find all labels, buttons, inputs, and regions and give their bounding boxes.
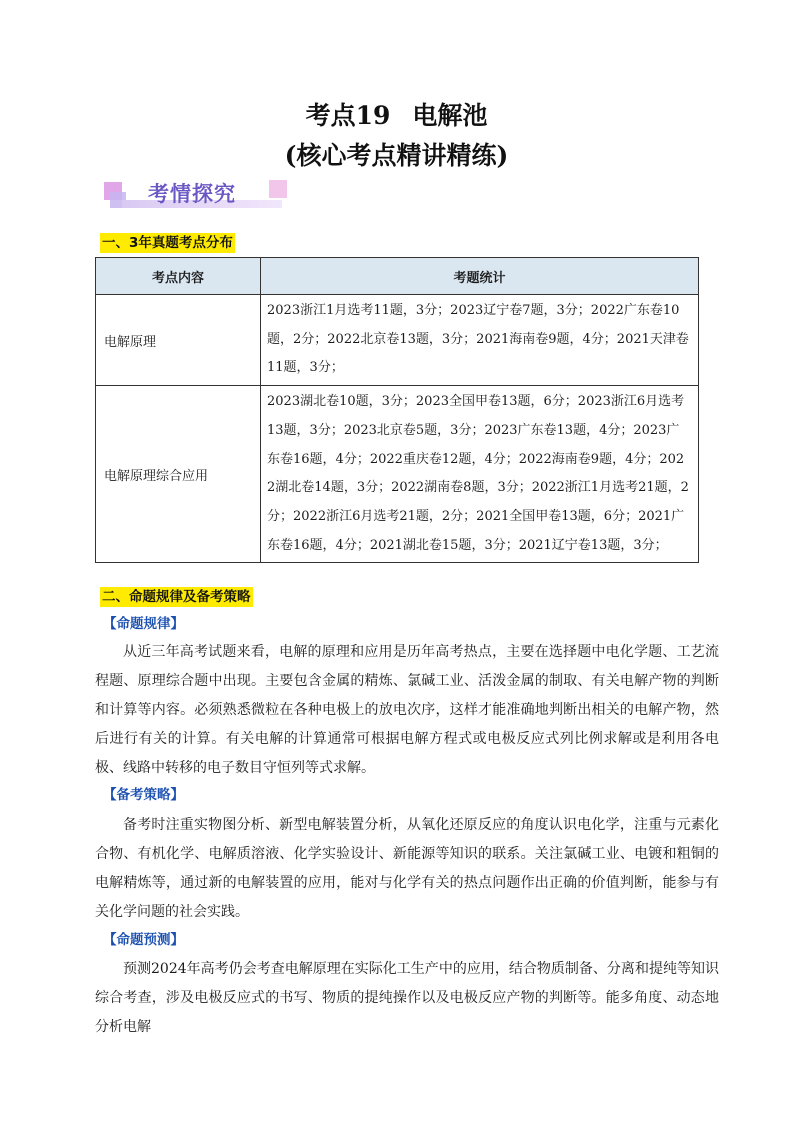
table-header-cell: 考点内容	[96, 258, 261, 295]
subheading-rules: 【命题规律】	[103, 616, 184, 632]
section1-heading: 一、3年真题考点分布	[102, 235, 233, 251]
stats-cell: 2023浙江1月选考11题，3分；2023辽宁卷7题，3分；2022广东卷10题，2分；2022北京卷13题，3分；2021海南卷9题，4分；2021天津卷11题，3分；	[261, 295, 699, 386]
page-title	[0, 96, 793, 132]
table-row	[96, 386, 699, 563]
title-topic-name: 电解池	[412, 101, 488, 130]
table-header-cell: 考题统计	[261, 258, 699, 295]
subheading-strategy: 【备考策略】	[103, 787, 184, 803]
banner-decoration	[269, 180, 287, 198]
topic-cell: 电解原理	[96, 295, 261, 386]
table-row	[96, 295, 699, 386]
paragraph-strategy: 备考时注重实物图分析、新型电解装置分析，从氧化还原反应的角度认识电化学，注重与元素化合物、有机化学、电解质溶液、化学实验设计、新能源等知识的联系。关注氯碱工业、电镀和粗铜的电解精炼等，通过新的电解装置的应用，能对与化学有关的热点问题作出正确的价值判断，能参与有关化学问题的社会实践。	[95, 817, 719, 920]
section2-heading: 二、命题规律及备考策略	[102, 589, 251, 605]
exam-stats-table	[95, 257, 699, 563]
banner-title: 考情探究	[148, 182, 236, 206]
stats-cell: 2023湖北卷10题，3分；2023全国甲卷13题，6分；2023浙江6月选考13题，3分；2023北京卷5题，3分；2023广东卷13题，4分；2023广东卷16题，4分；2022重庆卷12题，4分；2022海南卷9题，4分；2022湖北卷14题，3分；2022湖南卷8题，3分；2022浙江1月选考21题，2分；2022浙江6月选考21题，2分；2021全国甲卷13题，6分；2021广东卷16题，4分；2021湖北卷15题，3分；2021辽宁卷13题，3分；	[261, 386, 699, 563]
topic-cell: 电解原理综合应用	[96, 386, 261, 563]
section-banner	[104, 178, 286, 216]
paragraph-prediction: 预测2024年高考仍会考查电解原理在实际化工生产中的应用，结合物质制备、分离和提纯等知识综合考查，涉及电极反应式的书写、物质的提纯操作以及电极反应产物的判断等。能多角度、动态地分析电解	[95, 961, 719, 1035]
subheading-prediction: 【命题预测】	[103, 932, 184, 948]
title-topic-number: 考点19	[305, 101, 391, 130]
table-header-row	[96, 258, 699, 295]
paragraph-rules: 从近三年高考试题来看，电解的原理和应用是历年高考热点，主要在选择题中电化学题、工艺流程题、原理综合题中出现。主要包含金属的精炼、氯碱工业、活泼金属的制取、有关电解产物的判断和计算等内容。必须熟悉微粒在各种电极上的放电次序，这样才能准确地判断出相关的电解产物，然后进行有关的计算。有关电解的计算通常可根据电解方程式或电极反应式列比例求解或是利用各电极、线路中转移的电子数目守恒列等式求解。	[95, 644, 719, 776]
page-subtitle: (核心考点精讲精练)	[284, 141, 509, 170]
